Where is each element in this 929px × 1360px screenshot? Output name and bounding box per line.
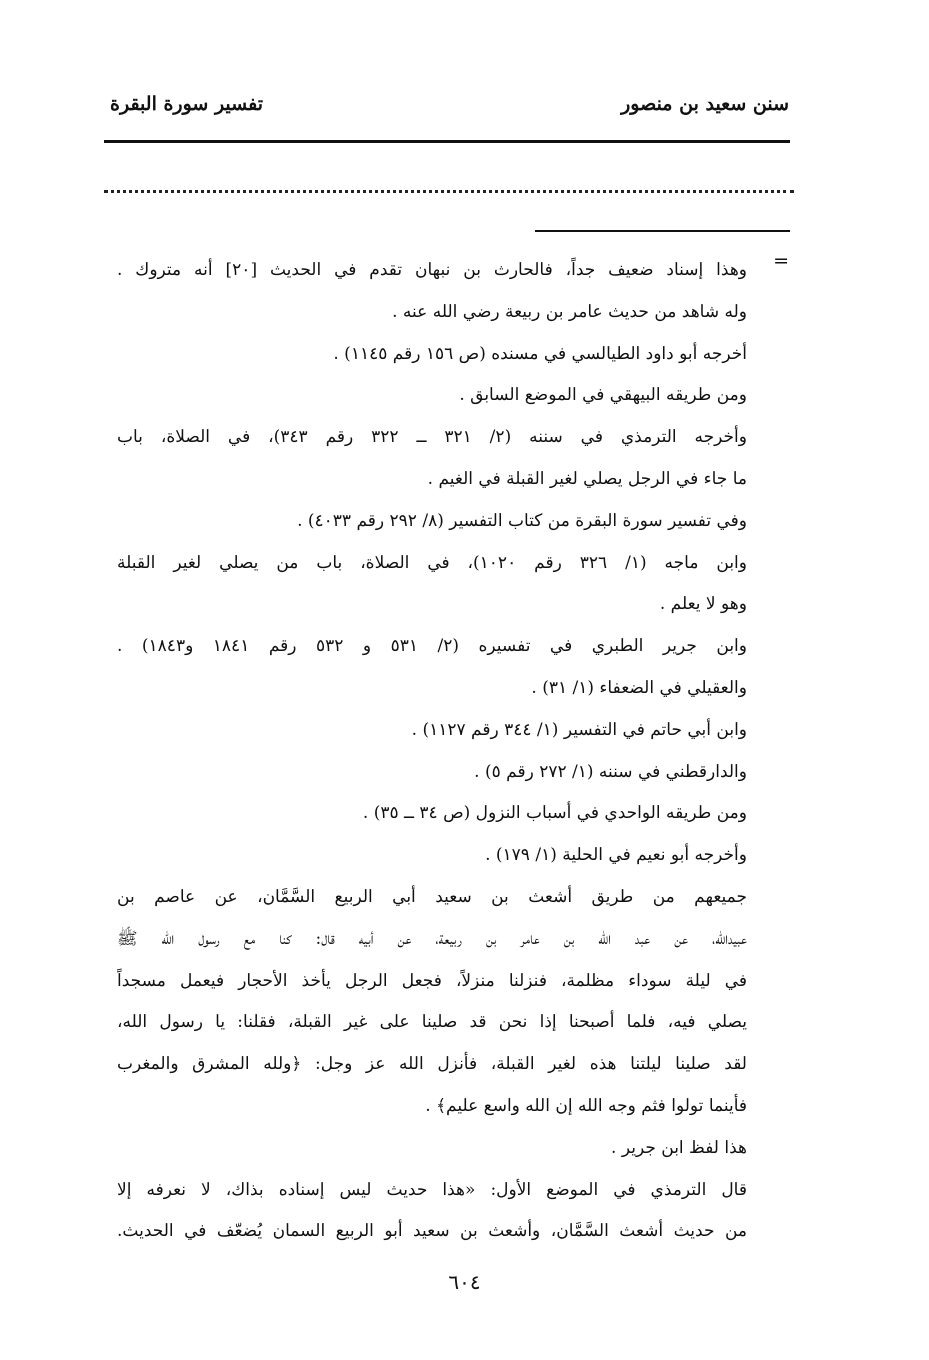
footnote-line: فأينما تولوا فثم وجه الله إن الله واسع عليم﴾ . (425, 1095, 747, 1116)
footnote-line: وهذا إسناد ضعيف جداً، فالحارث بن نبهان تقدم في الحديث [٢٠] أنه متروك . (117, 260, 747, 280)
footnote-line: وهو لا يعلم . (659, 594, 747, 615)
footnote-line: قال الترمذي في الموضع الأول: «هذا حديث ليس إسناده بذاك، لا نعرفه إلا (117, 1179, 747, 1200)
footnote-line: وابن ماجه (١/ ٣٢٦ رقم ١٠٢٠)، في الصلاة، باب من يصلي لغير القبلة (117, 552, 747, 573)
footnote-line: وابن جرير الطبري في تفسيره (٢/ ٥٣١ و ٥٣٢ رقم ١٨٤١ و١٨٤٣) . (117, 636, 747, 657)
footnote-line: ومن طريقه البيهقي في الموضع السابق . (459, 385, 747, 406)
footnote-line: والعقيلي في الضعفاء (١/ ٣١) . (531, 677, 747, 698)
header-rule (104, 140, 790, 143)
footnote-continuation-mark: = (773, 250, 789, 272)
footnote-line: وفي تفسير سورة البقرة من كتاب التفسير (٨/ ٢٩٢ رقم ٤٠٣٣) . (297, 510, 747, 531)
footnote-line: وأخرجه أبو نعيم في الحلية (١/ ١٧٩) . (485, 845, 747, 866)
footnote-block (117, 250, 747, 1253)
footnote-line: والدارقطني في سننه (١/ ٢٧٢ رقم ٥) . (474, 761, 747, 782)
footnote-line: عبيدالله، عن عبد الله بن عامر بن ربيعة، عن أبيه قال: كنا مع رسول الله ﷺ (117, 928, 747, 949)
footnote-line: ومن طريقه الواحدي في أسباب النزول (ص ٣٤ ــ ٣٥) . (362, 803, 747, 824)
footnote-line: من حديث أشعث السَّمَّان، وأشعث بن سعيد أبو الربيع السمان يُضعّف في الحديث. (117, 1221, 747, 1242)
footnote-line: وله شاهد من حديث عامر بن ربيعة رضي الله عنه . (392, 301, 747, 322)
footnote-line: وابن أبي حاتم في التفسير (١/ ٣٤٤ رقم ١١٢٧) . (411, 719, 747, 740)
footnote-line: يصلي فيه، فلما أصبحنا إذا نحن قد صلينا على غير القبلة، فقلنا: يا رسول الله، (117, 1012, 747, 1033)
running-header-book-title: سنن سعيد بن منصور (621, 93, 789, 115)
footnote-line: أخرجه أبو داود الطيالسي في مسنده (ص ١٥٦ رقم ١١٤٥) . (333, 343, 747, 364)
footnote-line: وأخرجه الترمذي في سننه (٢/ ٣٢١ ــ ٣٢٢ رقم ٣٤٣)، في الصلاة، باب (117, 427, 747, 448)
footnote-line: لقد صلينا ليلتنا هذه لغير القبلة، فأنزل الله عز وجل: ﴿ولله المشرق والمغرب (117, 1054, 747, 1075)
footnote-line: ما جاء في الرجل يصلي لغير القبلة في الغيم . (427, 468, 747, 489)
dotted-separator (104, 190, 794, 193)
running-header-section-title: تفسير سورة البقرة (110, 93, 264, 115)
footnote-line: هذا لفظ ابن جرير . (611, 1137, 747, 1158)
page-number: ٦٠٤ (448, 1270, 481, 1294)
footnote-separator (535, 230, 790, 232)
footnote-line: جميعهم من طريق أشعث بن سعيد أبي الربيع السَّمَّان، عن عاصم بن (117, 886, 747, 907)
footnote-line: في ليلة سوداء مظلمة، فنزلنا منزلاً، فجعل الرجل يأخذ الأحجار فيعمل مسجداً (117, 970, 747, 991)
